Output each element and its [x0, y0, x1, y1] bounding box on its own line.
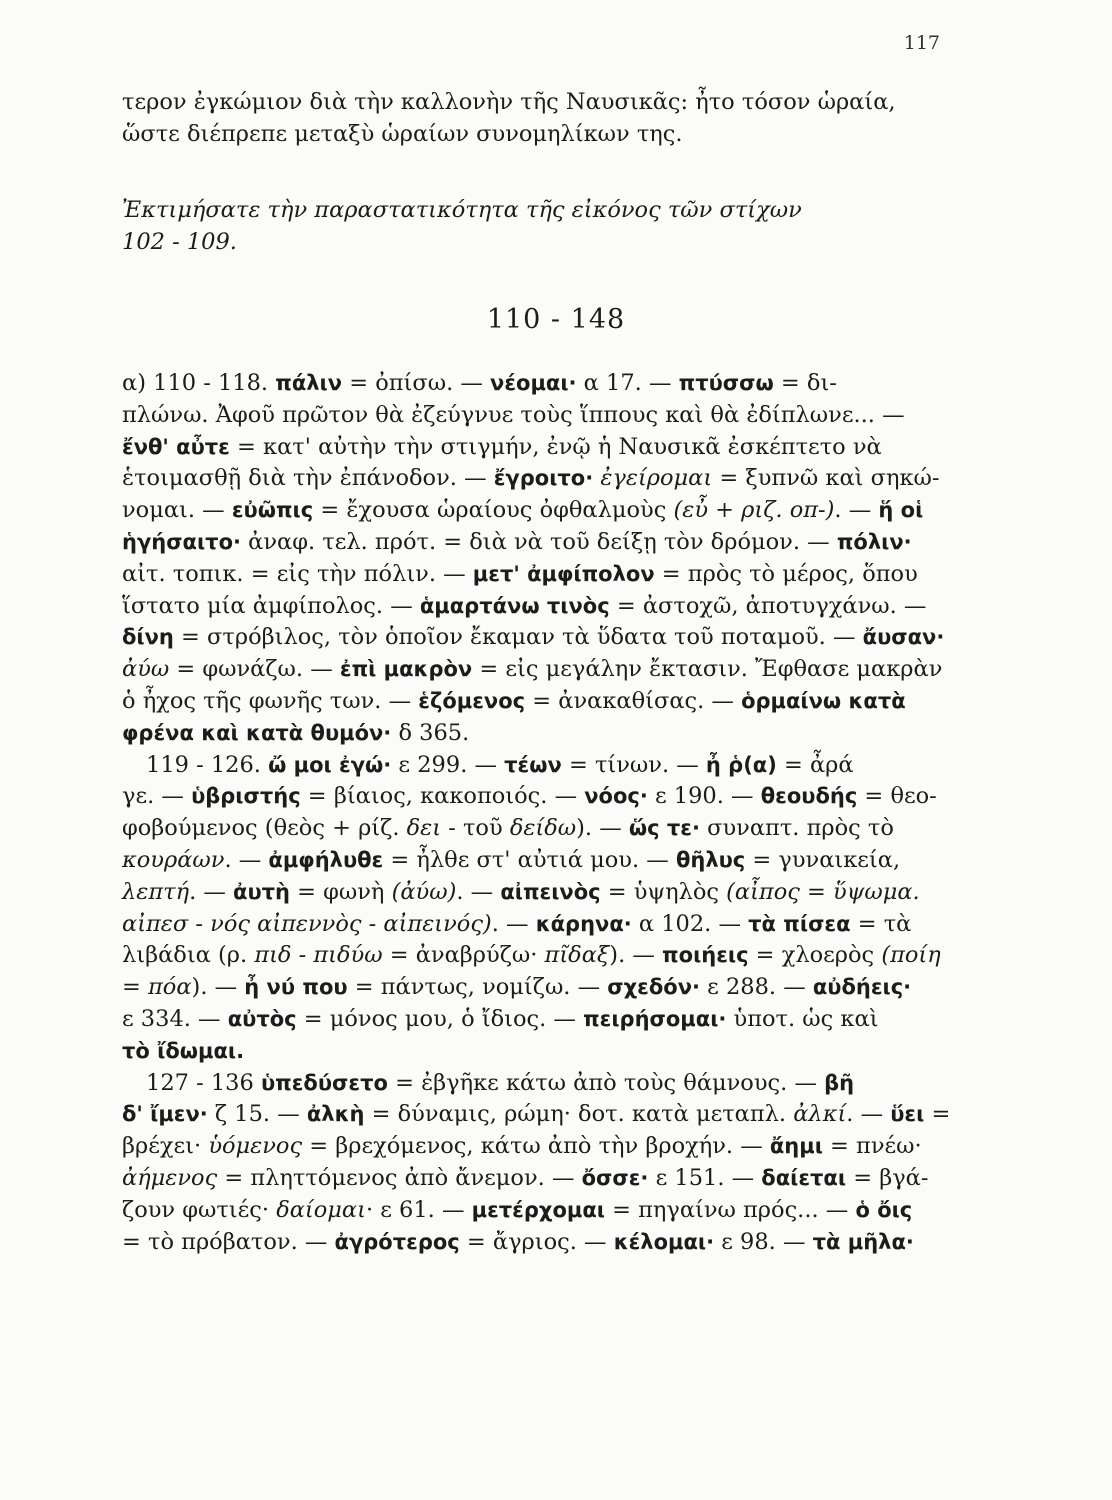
lemma: δαίεται [761, 1165, 847, 1190]
lemma: κέλομαι· [613, 1229, 715, 1254]
gloss: ). — [576, 815, 629, 842]
lemma: ἐπὶ μακρὸν [339, 657, 473, 682]
gloss: = στρόβιλος, τὸν ὁποῖον ἔκαμαν τὰ ὕδατα τοῦ ποταμοῦ. — [173, 624, 863, 651]
etymology: δει [406, 815, 442, 842]
verse-range: α) 110 - 118. [122, 370, 276, 396]
gloss: πλώνω. Ἀφοῦ πρῶτον θὰ ἐζεύγνυε τοὺς ἵππους καὶ θὰ ἐδίπλωνε... — [122, 401, 905, 428]
commentary-line [122, 1099, 952, 1131]
verse-range: 127 - 136 [146, 1069, 261, 1096]
commentary-line [122, 591, 952, 623]
etymology: (εὖ + ριζ. οπ-) [673, 497, 835, 524]
commentary-line [122, 463, 952, 495]
commentary-line [122, 909, 952, 941]
lemma: ἔγροιτο· [493, 466, 594, 491]
lemma: δίνη [122, 625, 174, 650]
lemma: ὄσσε· [581, 1165, 649, 1190]
etymology: ἐγείρομαι [600, 465, 713, 492]
gloss: = ἀναβρύζω· [382, 942, 545, 969]
gloss: ζ 15. — [207, 1101, 307, 1128]
lemma: ἡγήσαιτο· [122, 529, 241, 554]
lemma: ὥς τε· [628, 816, 700, 841]
commentary-line [122, 1068, 952, 1100]
gloss: α 17. — [576, 370, 679, 396]
lemma: ὁρμαίνω κατὰ [741, 688, 906, 713]
lemma: θεουδής [760, 784, 858, 809]
gloss: = εἰς μεγάλην ἔκτασιν. Ἔφθασε μακρὰν [472, 656, 943, 683]
gloss: ἑτοιμασθῇ διὰ τὴν ἐπάνοδον. — [122, 465, 494, 492]
gloss: ). — [609, 942, 663, 969]
commentary-line [122, 559, 952, 591]
gloss: = βρεχόμενος, κάτω ἀπὸ τὴν βροχήν. — [302, 1133, 770, 1160]
lemma: δ' ἴμεν· [122, 1102, 208, 1127]
gloss: . — [846, 1101, 891, 1128]
commentary-line [122, 1131, 952, 1163]
gloss: = χλοερὸς [748, 942, 882, 969]
page-number: 117 [903, 32, 940, 54]
gloss: = μόνος μου, ὁ ἴδιος. — [296, 1005, 584, 1032]
gloss: αἰτ. τοπικ. = εἰς τὴν πόλιν. — [122, 560, 473, 587]
gloss: = δι- [773, 370, 837, 396]
lemma: φρένα καὶ κατὰ θυμόν· [122, 720, 392, 745]
lemma: ἁμαρτάνω τινὸς [419, 593, 610, 618]
gloss: = θεο- [857, 783, 937, 810]
lemma: πειρήσομαι· [583, 1006, 727, 1031]
commentary-line [122, 1163, 952, 1195]
lemma: πάλιν [275, 371, 343, 395]
gloss: = ἀνακαθίσας. — [525, 687, 742, 714]
section-heading: 110 - 148 [486, 304, 626, 335]
gloss: ἵστατο μία ἀμφίπολος. — [122, 592, 420, 619]
etymology: ὑόμενος [208, 1133, 303, 1160]
gloss: συναπτ. πρὸς τὸ [699, 815, 894, 842]
etymology: (ποίη [881, 942, 941, 969]
gloss: . — [491, 910, 536, 937]
gloss: = τὸ πρόβατον. — [122, 1228, 335, 1255]
commentary-line [122, 940, 952, 972]
gloss: = ξυπνῶ καὶ σηκώ- [712, 465, 940, 492]
gloss: = ἦλθε στ' αὐτιά μου. — [383, 846, 676, 873]
lead-paragraph [122, 86, 952, 150]
gloss: = δύναμις, ρώμη· δοτ. κατὰ μεταπλ. [364, 1101, 794, 1128]
gloss: φοβούμενος (θεὸς + ρίζ. [122, 815, 407, 842]
lemma: ἦ νύ που [244, 975, 348, 1000]
lemma: ἔνθ' αὖτε [122, 434, 230, 459]
gloss: ε 288. — [699, 974, 813, 1001]
gloss: = φωνὴ [290, 878, 392, 905]
commentary-line [122, 622, 952, 654]
lemma: ποιήεις [662, 943, 749, 968]
commentary-line [122, 718, 952, 750]
commentary-line [122, 654, 952, 686]
commentary-line [122, 781, 952, 813]
etymology: κουράων [122, 846, 225, 873]
exercise-prompt [122, 194, 952, 258]
gloss: ὑποτ. ὡς καὶ [726, 1005, 879, 1032]
commentary-line [122, 527, 952, 559]
lemma: εὐῶπις [231, 498, 314, 523]
lemma: μετ' ἀμφίπολον [472, 561, 655, 586]
lemma: τὰ μῆλα· [812, 1229, 914, 1254]
lemma: σχεδόν· [607, 975, 700, 1000]
lemma: ἄυσαν· [862, 625, 945, 650]
gloss: = ἆρά [776, 751, 854, 778]
gloss: ὁ ἦχος τῆς φωνῆς των. — [122, 687, 419, 714]
lead-line: ὥστε διέπρεπε μεταξὺ ὡραίων συνομηλίκων της. [122, 121, 683, 147]
etymology: δείδω [509, 815, 577, 842]
gloss: = ἐβγῆκε κάτω ἀπὸ τοὺς θάμνους. — [387, 1069, 825, 1096]
lemma: ἥ οἱ [878, 498, 924, 523]
etymology: λεπτή [122, 878, 190, 905]
gloss: = ἔχουσα ὡραίους ὀφθαλμοὺς [313, 497, 674, 524]
lead-line: τερον ἐγκώμιον διὰ τὴν καλλονὴν τῆς Ναυσικᾶς: ἦτο τόσον ὡραία, [122, 89, 896, 115]
gloss: = ὀπίσω. — [342, 370, 491, 396]
commentary-line [122, 750, 952, 782]
lemma: θῆλυς [675, 847, 746, 872]
gloss: - τοῦ [441, 815, 510, 842]
lemma: αὐδήεις· [812, 975, 912, 1000]
gloss: = βγά- [846, 1164, 929, 1191]
commentary-line [122, 686, 952, 718]
lemma: ὑβριστής [191, 784, 301, 809]
gloss: γε. — [122, 783, 192, 810]
gloss: ε 190. — [647, 783, 761, 810]
gloss: = πηγαίνω πρός... — [604, 1196, 856, 1223]
etymology: ἀήμενος [122, 1164, 218, 1191]
gloss: ). — [191, 974, 245, 1001]
lemma: ἀλκὴ [306, 1102, 365, 1127]
gloss: = βίαιος, κακοποιός. — [300, 783, 585, 810]
etymology: πιδ - πιδύω [254, 942, 383, 969]
gloss: ε 334. — [122, 1005, 228, 1032]
lemma: κάρηνα· [535, 911, 632, 936]
lemma: αἰπεινὸς [500, 879, 601, 904]
etymology: (ἀύω) [391, 878, 457, 905]
lemma: ἑζόμενος [418, 688, 526, 713]
gloss: = ἄγριος. — [459, 1228, 614, 1255]
verse-range: 119 - 126. [146, 751, 269, 778]
lemma: ὁ ὄις [855, 1197, 913, 1222]
commentary-line [122, 400, 952, 432]
lemma: ἦ ῥ(α) [705, 752, 777, 777]
gloss: λιβάδια (ρ. [122, 942, 255, 969]
gloss: = φωνάζω. — [169, 656, 340, 683]
gloss: . — [834, 497, 879, 524]
gloss: = πνέω· [822, 1133, 922, 1160]
lemma: ἄημι [769, 1134, 823, 1159]
lemma: πτύσσω [678, 371, 774, 395]
lemma: αὐτὸς [227, 1006, 297, 1031]
etymology: ἀύω [122, 656, 170, 683]
commentary-line [122, 1195, 952, 1227]
gloss: = πάντως, νομίζω. — [347, 974, 608, 1001]
gloss: ἀναφ. τελ. πρότ. = διὰ νὰ τοῦ δείξῃ τὸν δρόμον. — [240, 528, 837, 555]
lemma: τὰ πίσεα [748, 911, 851, 936]
commentary-line [122, 845, 952, 877]
gloss: . — [224, 846, 269, 873]
etymology: δαίομαι [276, 1196, 366, 1223]
lemma: ὑπεδύσετο [260, 1070, 388, 1095]
commentary-line [122, 368, 952, 400]
gloss: = [924, 1101, 951, 1128]
lemma: ἀγρότερος [334, 1229, 460, 1254]
etymology: ἀλκί [793, 1101, 847, 1128]
lemma: τέων [504, 752, 562, 777]
commentary-line [122, 972, 952, 1004]
gloss: βρέχει· [122, 1133, 209, 1160]
gloss: = γυναικεία, [745, 846, 901, 873]
gloss: δ 365. [391, 719, 470, 746]
commentary-line [122, 877, 952, 909]
lemma: μετέρχομαι [471, 1197, 605, 1222]
gloss: ε 98. — [714, 1228, 813, 1255]
lemma: ἀυτὴ [233, 879, 290, 904]
gloss: . — [189, 878, 234, 905]
commentary-line [122, 1036, 952, 1068]
gloss: · ε 61. — [365, 1196, 472, 1223]
exercise-line: Ἐκτιμήσατε τὴν παραστατικότητα τῆς εἰκόνος τῶν στίχων [122, 197, 802, 223]
commentary-line [122, 432, 952, 464]
lemma: ὕει [890, 1102, 925, 1127]
lemma: νόος· [584, 784, 648, 809]
commentary-line [122, 813, 952, 845]
commentary-body [122, 368, 952, 1258]
lemma: ὤ μοι ἐγώ· [268, 752, 392, 777]
lemma: πόλιν· [836, 529, 912, 554]
commentary-line [122, 1227, 952, 1259]
exercise-line: 102 - 109. [122, 229, 237, 255]
gloss: = τίνων. — [561, 751, 706, 778]
gloss: ζουν φωτιές· [122, 1196, 277, 1223]
etymology: πῖδαξ [544, 942, 610, 969]
gloss: = ὑψηλὸς [600, 878, 727, 905]
gloss: = πληττόμενος ἀπὸ ἄνεμον. — [217, 1164, 582, 1191]
commentary-line [122, 1004, 952, 1036]
gloss: α 102. — [631, 910, 749, 937]
gloss: = κατ' αὐτὴν τὴν στιγμήν, ἐνῷ ἡ Ναυσικᾶ ἐσκέπτετο νὰ [229, 433, 882, 460]
commentary-line [122, 495, 952, 527]
gloss: ε 299. — [391, 751, 505, 778]
lemma: βῆ [824, 1070, 855, 1095]
gloss: = ἀστοχῶ, ἀποτυγχάνω. — [609, 592, 927, 619]
gloss: . — [456, 878, 501, 905]
gloss: = πρὸς τὸ μέρος, ὅπου [654, 560, 918, 587]
lemma: ἀμφήλυθε [268, 847, 384, 872]
gloss: νομαι. — [122, 497, 232, 524]
etymology: αἰπεσ - νός αἰπεννὸς - αἰπεινός) [122, 910, 492, 937]
etymology: (αἶπος = ὕψωμα. [726, 878, 920, 905]
lemma: τὸ ἴδωμαι. [122, 1038, 245, 1063]
gloss: ε 151. — [648, 1164, 762, 1191]
lemma: νέομαι· [490, 371, 577, 395]
etymology: = πόα [122, 974, 192, 1001]
gloss: = τὰ [850, 910, 912, 937]
